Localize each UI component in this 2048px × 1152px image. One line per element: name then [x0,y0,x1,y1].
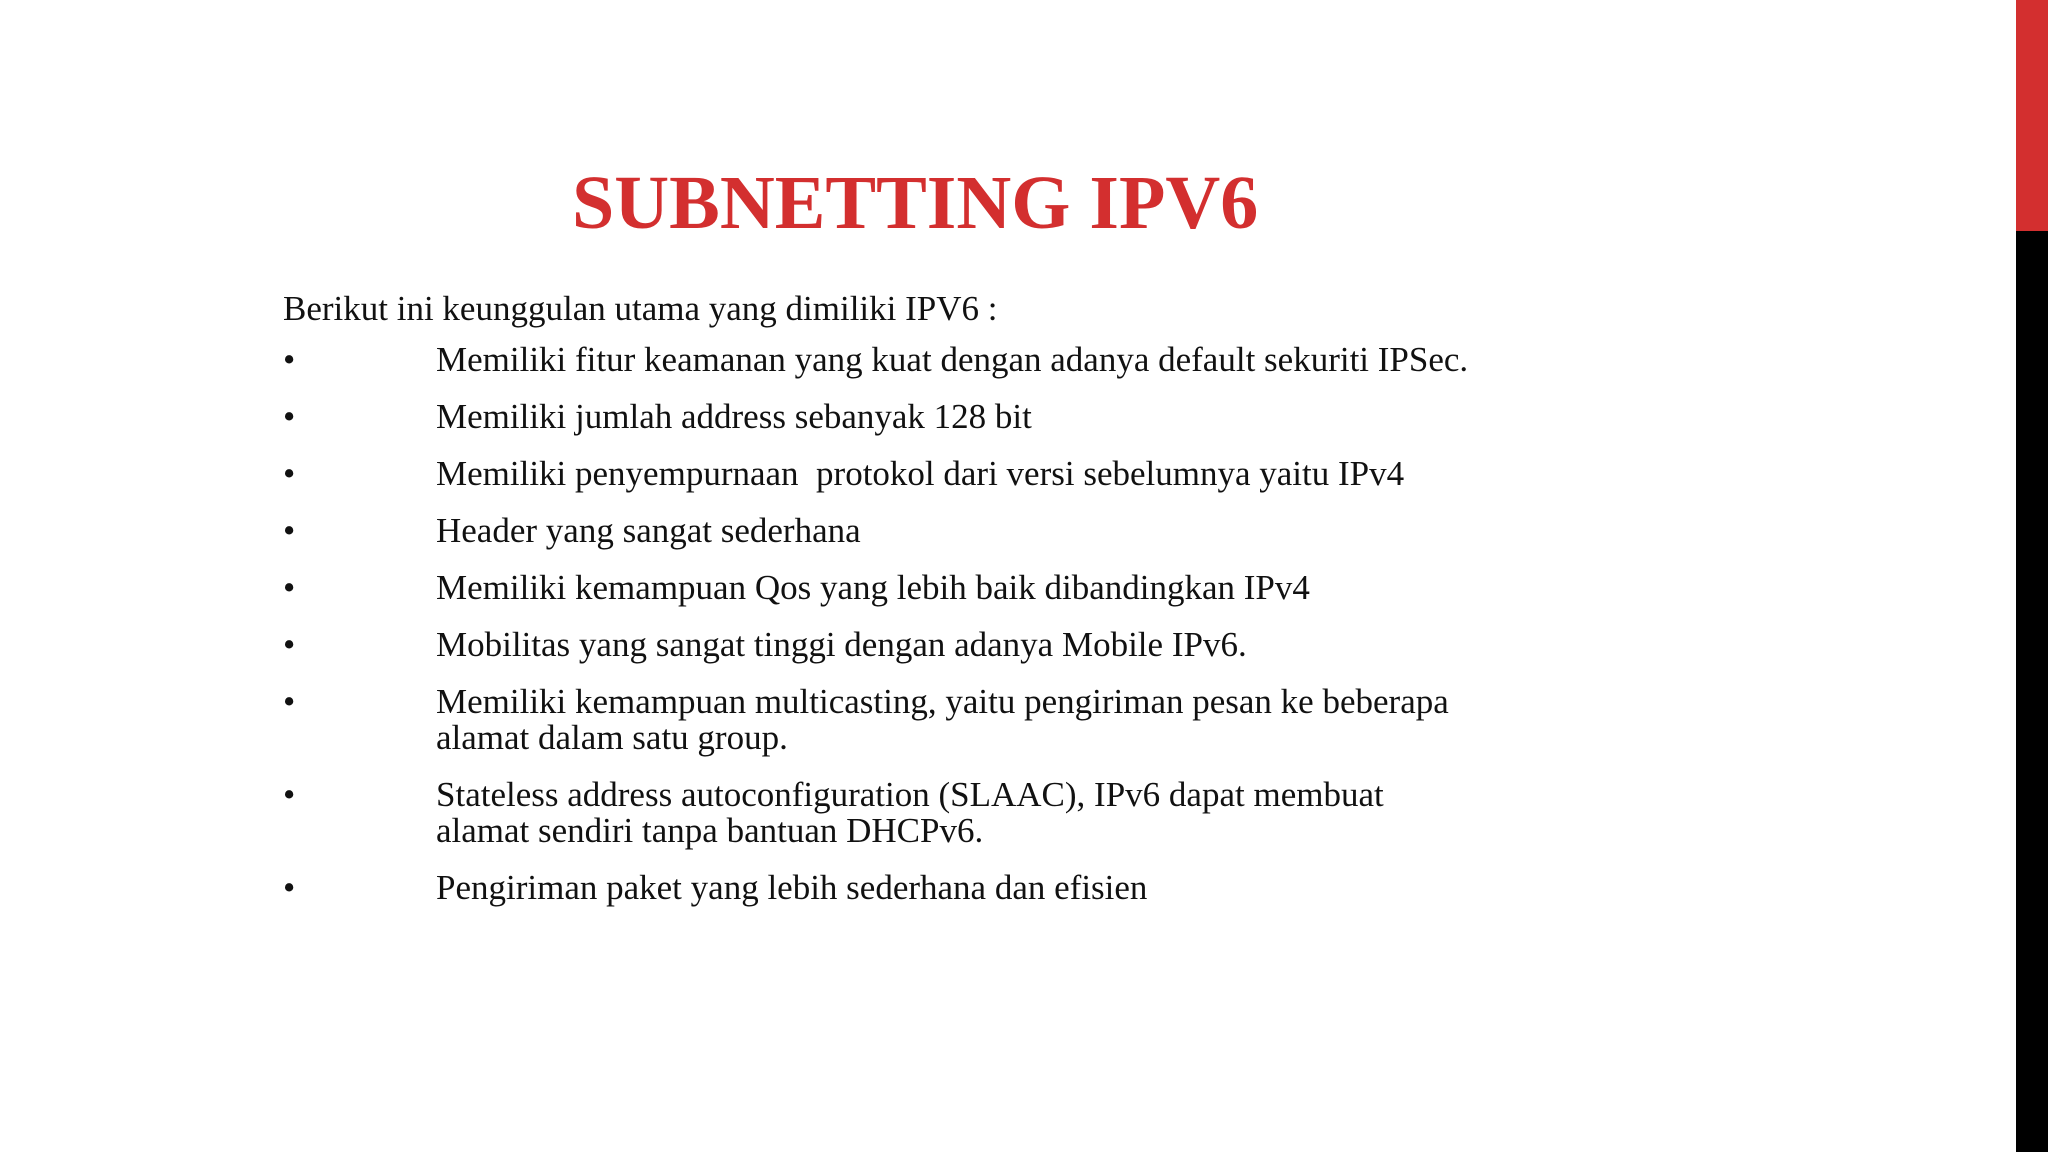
intro-text: Berikut ini keunggulan utama yang dimiliki IPV6 : [283,289,998,328]
list-item [283,777,1583,849]
list-item-text: Memiliki kemampuan Qos yang lebih baik dibandingkan IPv4 [436,568,1310,607]
bullet-icon: • [283,397,296,436]
bullet-icon: • [283,775,296,814]
side-accent-bar-black [2016,231,2048,1152]
advantages-list [283,342,1583,927]
list-item-text: Header yang sangat sederhana [436,511,861,550]
list-item [283,342,1583,378]
bullet-icon: • [283,340,296,379]
bullet-icon: • [283,682,296,721]
list-item [283,456,1583,492]
list-item-text: Memiliki penyempurnaan protokol dari versi sebelumnya yaitu IPv4 [436,454,1405,493]
list-item-text: Memiliki kemampuan multicasting, yaitu pengiriman pesan ke beberapa alamat dalam satu group. [436,682,1449,757]
slide-title: SUBNETTING IPV6 [572,161,1259,245]
list-item-text: Memiliki fitur keamanan yang kuat dengan adanya default sekuriti IPSec. [436,340,1469,379]
list-item [283,684,1583,756]
bullet-icon: • [283,868,296,907]
list-item-text: Stateless address autoconfiguration (SLAAC), IPv6 dapat membuat alamat sendiri tanpa bantuan DHCPv6. [436,775,1384,850]
list-item-text: Mobilitas yang sangat tinggi dengan adanya Mobile IPv6. [436,625,1247,664]
bullet-icon: • [283,454,296,493]
list-item [283,399,1583,435]
list-item [283,513,1583,549]
bullet-icon: • [283,625,296,664]
list-item-text: Memiliki jumlah address sebanyak 128 bit [436,397,1032,436]
side-accent-bar-red [2016,0,2048,231]
list-item [283,870,1583,906]
list-item-text: Pengiriman paket yang lebih sederhana dan efisien [436,868,1148,907]
bullet-icon: • [283,511,296,550]
bullet-icon: • [283,568,296,607]
list-item [283,570,1583,606]
list-item [283,627,1583,663]
